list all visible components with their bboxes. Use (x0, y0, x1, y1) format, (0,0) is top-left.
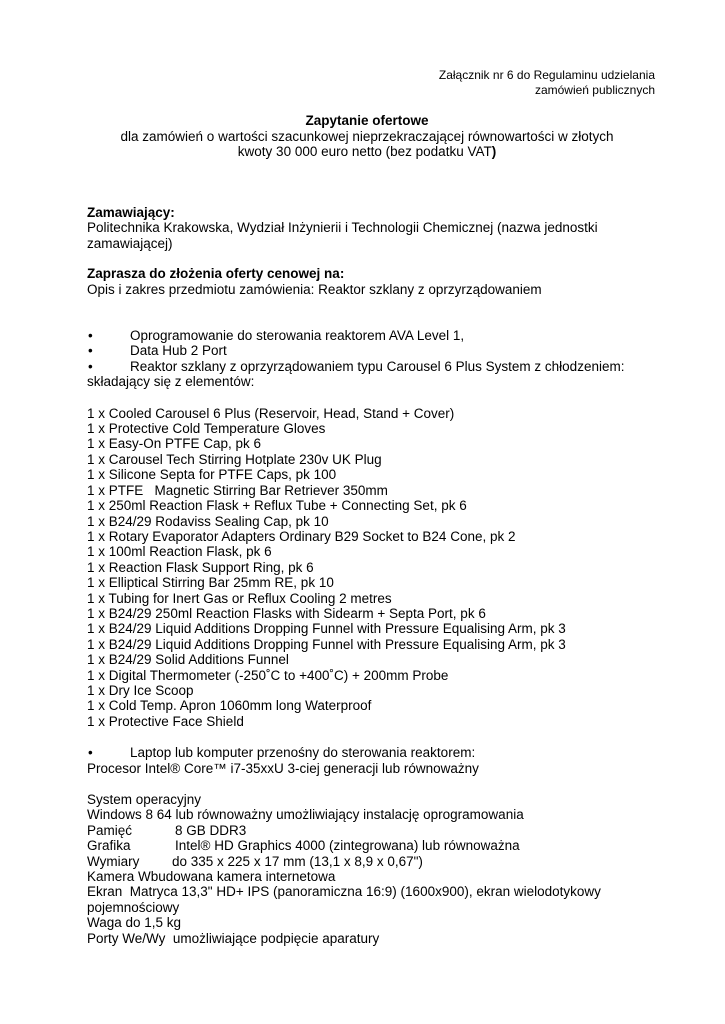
bullet-item (87, 359, 647, 374)
component-item: 1 x B24/29 Liquid Additions Dropping Funnel with Pressure Equalising Arm, pk 3 (87, 636, 566, 652)
bullet-text: Oprogramowanie do sterowania reaktorem AVA Level 1, (130, 328, 465, 344)
component-list (87, 406, 647, 730)
subtitle-closing-paren: ) (491, 144, 497, 159)
ports-spec: Porty We/Wy umożliwiające podpięcie aparatury (87, 930, 380, 946)
graphics-spec (87, 838, 647, 853)
component-item: 1 x Tubing for Inert Gas or Reflux Cooling 2 metres (87, 590, 392, 606)
component-item: 1 x Cooled Carousel 6 Plus (Reservoir, Head, Stand + Cover) (87, 405, 455, 421)
component-item: 1 x B24/29 250ml Reaction Flasks with Sidearm + Septa Port, pk 6 (87, 605, 486, 621)
component-item: 1 x B24/29 Liquid Additions Dropping Funnel with Pressure Equalising Arm, pk 3 (87, 621, 566, 637)
component-item: 1 x Carousel Tech Stirring Hotplate 230v UK Plug (87, 451, 382, 467)
bullet-text: Data Hub 2 Port (130, 343, 227, 359)
component-item: 1 x PTFE Magnetic Stirring Bar Retriever 350mm (87, 482, 388, 498)
os-value: Windows 8 64 lub równoważny umożliwiający instalację oprogramowania (87, 807, 524, 823)
component-item: 1 x Protective Cold Temperature Gloves (87, 421, 326, 437)
document-subtitle-line-1: dla zamówień o wartości szacunkowej nieprzekraczającej równowartości w złotych (120, 128, 614, 144)
invitation-text: Opis i zakres przedmiotu zamówienia: Reaktor szklany z oprzyrządowaniem (87, 281, 542, 297)
component-item: 1 x B24/29 Solid Additions Funnel (87, 652, 289, 668)
cpu-spec: Procesor Intel® Core™ i7-35xxU 3-ciej generacji lub równoważny (87, 760, 479, 776)
component-item: 1 x Dry Ice Scoop (87, 682, 194, 698)
dimensions-key: Wymiary (87, 853, 140, 869)
dimensions-value: do 335 x 225 x 17 mm (13,1 x 8,9 x 0,67") (172, 853, 423, 869)
weight-spec: Waga do 1,5 kg (87, 915, 182, 931)
bullet-item (87, 328, 647, 343)
bullet-continuation: składający się z elementów: (87, 374, 255, 390)
component-item: 1 x Rotary Evaporator Adapters Ordinary B29 Socket to B24 Cone, pk 2 (87, 528, 516, 544)
component-item: 1 x 100ml Reaction Flask, pk 6 (87, 544, 272, 560)
component-item: 1 x B24/29 Rodaviss Sealing Cap, pk 10 (87, 513, 329, 529)
screen-spec: Ekran Matryca 13,3" HD+ IPS (panoramiczna 16:9) (1600x900), ekran wielodotykowy pojemnościowy (87, 884, 605, 915)
memory-value: 8 GB DDR3 (175, 822, 247, 838)
memory-spec (87, 823, 647, 838)
memory-key: Pamięć (87, 822, 133, 838)
subtitle-line-2-text: kwoty 30 000 euro netto (bez podatku VAT (237, 144, 492, 159)
bullet-text: Reaktor szklany z oprzyrządowaniem typu Carousel 6 Plus System z chłodzeniem: (130, 358, 625, 374)
bullet-mark: • (88, 745, 93, 761)
component-item: 1 x Easy-On PTFE Cap, pk 6 (87, 436, 262, 452)
title-block (87, 113, 647, 160)
invitation-label: Zaprasza do złożenia oferty cenowej na: (87, 266, 345, 282)
annex-line-1: Załącznik nr 6 do Regulaminu udzielania (438, 68, 655, 82)
ordering-party-text: Politechnika Krakowska, Wydział Inżynierii i Technologii Chemicznej (nazwa jednostki zamawiającej) (87, 220, 598, 251)
component-item: 1 x Protective Face Shield (87, 713, 244, 729)
document-title: Zapytanie ofertowe (305, 113, 429, 128)
component-item: 1 x Digital Thermometer (-250˚C to +400˚C) + 200mm Probe (87, 667, 449, 683)
bullet-mark: • (88, 343, 93, 359)
document-body (87, 205, 647, 946)
annex-line-2: zamówień publicznych (534, 83, 655, 97)
dimensions-spec (87, 854, 647, 869)
bullet-text: Laptop lub komputer przenośny do sterowania reaktorem: (130, 745, 476, 761)
component-item: 1 x Cold Temp. Apron 1060mm long Waterproof (87, 698, 372, 714)
ordering-party-label: Zamawiający: (87, 205, 175, 220)
annex-note (439, 68, 655, 98)
camera-spec: Kamera Wbudowana kamera internetowa (87, 869, 336, 885)
graphics-key: Grafika (87, 838, 131, 854)
graphics-value: Intel® HD Graphics 4000 (zintegrowana) lub równoważna (175, 838, 520, 854)
component-item: 1 x Elliptical Stirring Bar 25mm RE, pk 10 (87, 575, 334, 591)
bullet-mark: • (88, 358, 93, 374)
document-subtitle-line-2 (87, 144, 647, 160)
component-item: 1 x 250ml Reaction Flask + Reflux Tube + Connecting Set, pk 6 (87, 498, 467, 514)
component-item: 1 x Silicone Septa for PTFE Caps, pk 100 (87, 467, 337, 483)
bullet-item (87, 343, 647, 358)
component-item: 1 x Reaction Flask Support Ring, pk 6 (87, 559, 314, 575)
os-label: System operacyjny (87, 792, 202, 807)
bullet-item-laptop (87, 745, 647, 760)
bullet-mark: • (88, 328, 93, 344)
